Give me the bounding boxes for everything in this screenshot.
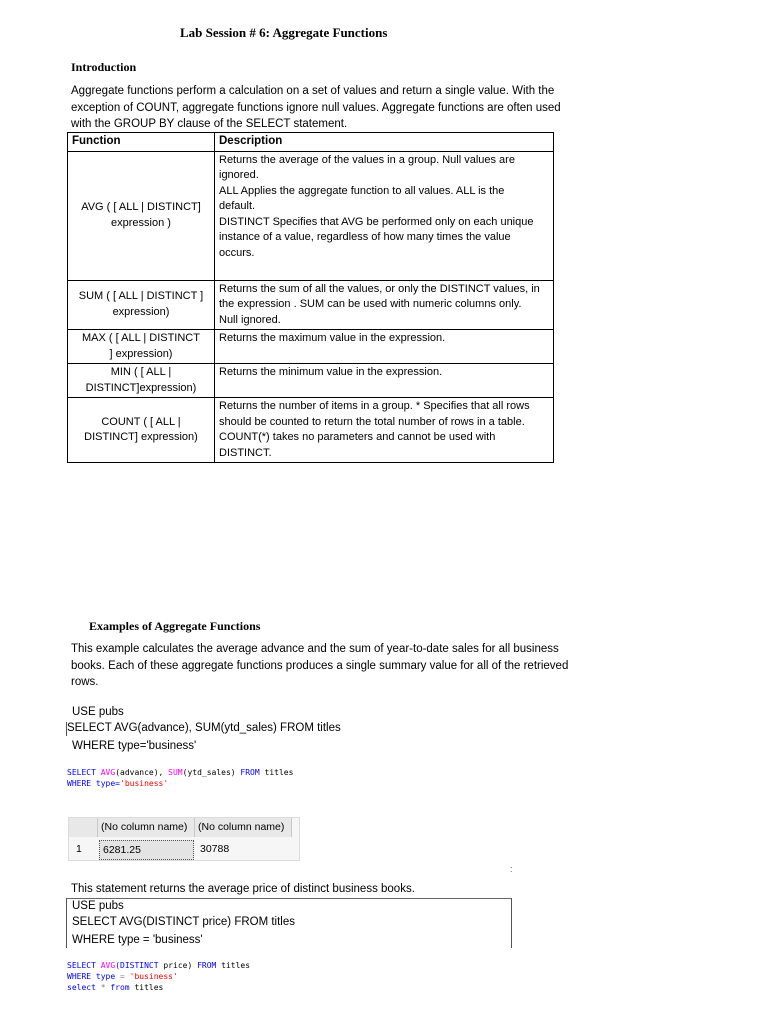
results-header: (No column name) — [98, 818, 195, 837]
query2-box-right — [511, 898, 512, 948]
code-operator: = — [120, 972, 130, 981]
code-keyword: from — [110, 983, 130, 992]
description-line: Returns the minimum value in the expression. — [219, 366, 443, 378]
code-text: price) — [158, 961, 198, 970]
query2-box-top — [66, 898, 512, 899]
code-text: (ytd_sales) — [182, 768, 241, 777]
description-line: should be counted to return the total number of rows in a table. — [219, 415, 525, 428]
description-line: ignored. — [219, 169, 259, 181]
query1-select: SELECT AVG(advance), SUM(ytd_sales) FROM titles — [67, 722, 341, 734]
function-text: expression ) — [111, 216, 171, 229]
results-cell[interactable]: 30788 — [200, 843, 230, 855]
description-line: Null ignored. — [219, 313, 281, 326]
function-text: SUM ( [ ALL | DISTINCT ] — [78, 290, 204, 303]
function-text: MIN ( [ ALL | — [110, 366, 172, 378]
description-cell — [215, 330, 554, 364]
intro-heading: Introduction — [71, 60, 137, 74]
header-description: Description — [215, 133, 554, 152]
description-line: Returns the average of the values in a group. Null values are — [219, 153, 515, 166]
code-keyword: FROM — [240, 768, 260, 777]
function-text: AVG ( [ ALL | DISTINCT] — [81, 201, 201, 213]
results-header: (No column name) — [195, 818, 292, 837]
description-line: Returns the maximum value in the expression. — [219, 332, 446, 344]
description-cell — [215, 398, 554, 463]
code-keyword: select — [67, 983, 96, 992]
code-block-1 — [67, 767, 293, 789]
examples-paragraph-2: This statement returns the average price of distinct business books. — [71, 883, 415, 895]
query2-where: WHERE type = 'business' — [72, 934, 203, 946]
table-row — [68, 364, 554, 398]
code-function: AVG — [100, 768, 116, 777]
code-string: 'business' — [120, 779, 169, 788]
code-text: titles — [129, 983, 164, 992]
page-title: Lab Session # 6: Aggregate Functions — [180, 25, 388, 40]
function-cell — [68, 280, 215, 330]
function-text: DISTINCT]expression) — [85, 381, 197, 394]
table-row — [68, 330, 554, 364]
examples-line: books. Each of these aggregate functions produces a single summary value for all of the retrieved — [71, 659, 569, 672]
code-keyword: SELECT — [67, 768, 96, 777]
function-text: expression) — [112, 305, 170, 318]
query2-box-left — [66, 898, 67, 948]
description-cell — [215, 280, 554, 330]
code-text: (advance), — [115, 768, 169, 777]
intro-line: exception of COUNT, aggregate functions ignore null values. Aggregate functions are often used — [71, 101, 561, 114]
results-corner — [69, 818, 98, 837]
results-cell[interactable]: 6281.25 — [99, 840, 194, 860]
code-block-2 — [67, 960, 250, 993]
examples-line: rows. — [71, 676, 99, 688]
function-cell — [68, 330, 215, 364]
code-keyword: (DISTINCT — [115, 961, 159, 970]
stray-mark: : — [510, 864, 513, 874]
code-text: titles — [216, 961, 251, 970]
examples-heading: Examples of Aggregate Functions — [89, 619, 261, 633]
code-keyword: WHERE — [67, 972, 92, 981]
code-text: titles — [259, 768, 294, 777]
results-grid — [68, 817, 300, 861]
query1-where: WHERE type='business' — [72, 740, 197, 752]
function-text: ] expression) — [109, 347, 173, 360]
code-keyword: FROM — [197, 961, 217, 970]
function-text: COUNT ( [ ALL | — [101, 415, 181, 428]
code-operator: * — [95, 983, 111, 992]
function-text: MAX ( [ ALL | DISTINCT — [82, 332, 200, 344]
code-string: 'business' — [129, 972, 178, 981]
code-text: type= — [91, 779, 120, 788]
examples-paragraph — [71, 641, 568, 691]
code-text: type — [91, 972, 120, 981]
intro-paragraph — [71, 83, 561, 133]
header-function: Function — [68, 133, 215, 152]
description-line: Returns the sum of all the values, or only the DISTINCT values, in — [219, 282, 540, 295]
code-function: AVG — [100, 961, 116, 970]
function-text: DISTINCT] expression) — [84, 431, 198, 443]
table-row — [68, 151, 554, 280]
description-line: DISTINCT. — [219, 446, 272, 459]
query2-select: SELECT AVG(DISTINCT price) FROM titles — [72, 916, 296, 928]
code-keyword: WHERE — [67, 779, 92, 788]
description-line: COUNT(*) takes no parameters and cannot be used with — [219, 431, 496, 443]
intro-line: Aggregate functions perform a calculation on a set of values and return a single value. With the — [71, 85, 555, 97]
description-cell — [215, 151, 554, 280]
description-line: Returns the number of items in a group. * Specifies that all rows — [219, 400, 530, 412]
description-line: the expression . SUM can be used with numeric columns only. — [219, 298, 522, 310]
code-keyword: SELECT — [67, 961, 96, 970]
description-line: ALL Applies the aggregate function to all values. ALL is the — [219, 184, 505, 197]
description-line: DISTINCT Specifies that AVG be performed only on each unique — [219, 215, 534, 228]
table-header-row — [68, 133, 554, 152]
table-row — [68, 280, 554, 330]
function-cell — [68, 151, 215, 280]
function-cell — [68, 364, 215, 398]
function-cell — [68, 398, 215, 463]
aggregate-functions-table — [67, 132, 554, 463]
description-line: instance of a value, regardless of how many times the value — [219, 231, 511, 243]
description-cell — [215, 364, 554, 398]
query2-use: USE pubs — [72, 900, 124, 912]
intro-line: with the GROUP BY clause of the SELECT statement. — [71, 118, 348, 130]
description-line: occurs. — [219, 246, 255, 259]
description-line: default. — [219, 200, 256, 212]
examples-line: This example calculates the average advance and the sum of year-to-date sales for all business — [71, 643, 559, 655]
code-function: SUM — [168, 768, 183, 777]
results-row-number: 1 — [76, 843, 82, 855]
query1-use: USE pubs — [72, 706, 124, 718]
table-row — [68, 398, 554, 463]
